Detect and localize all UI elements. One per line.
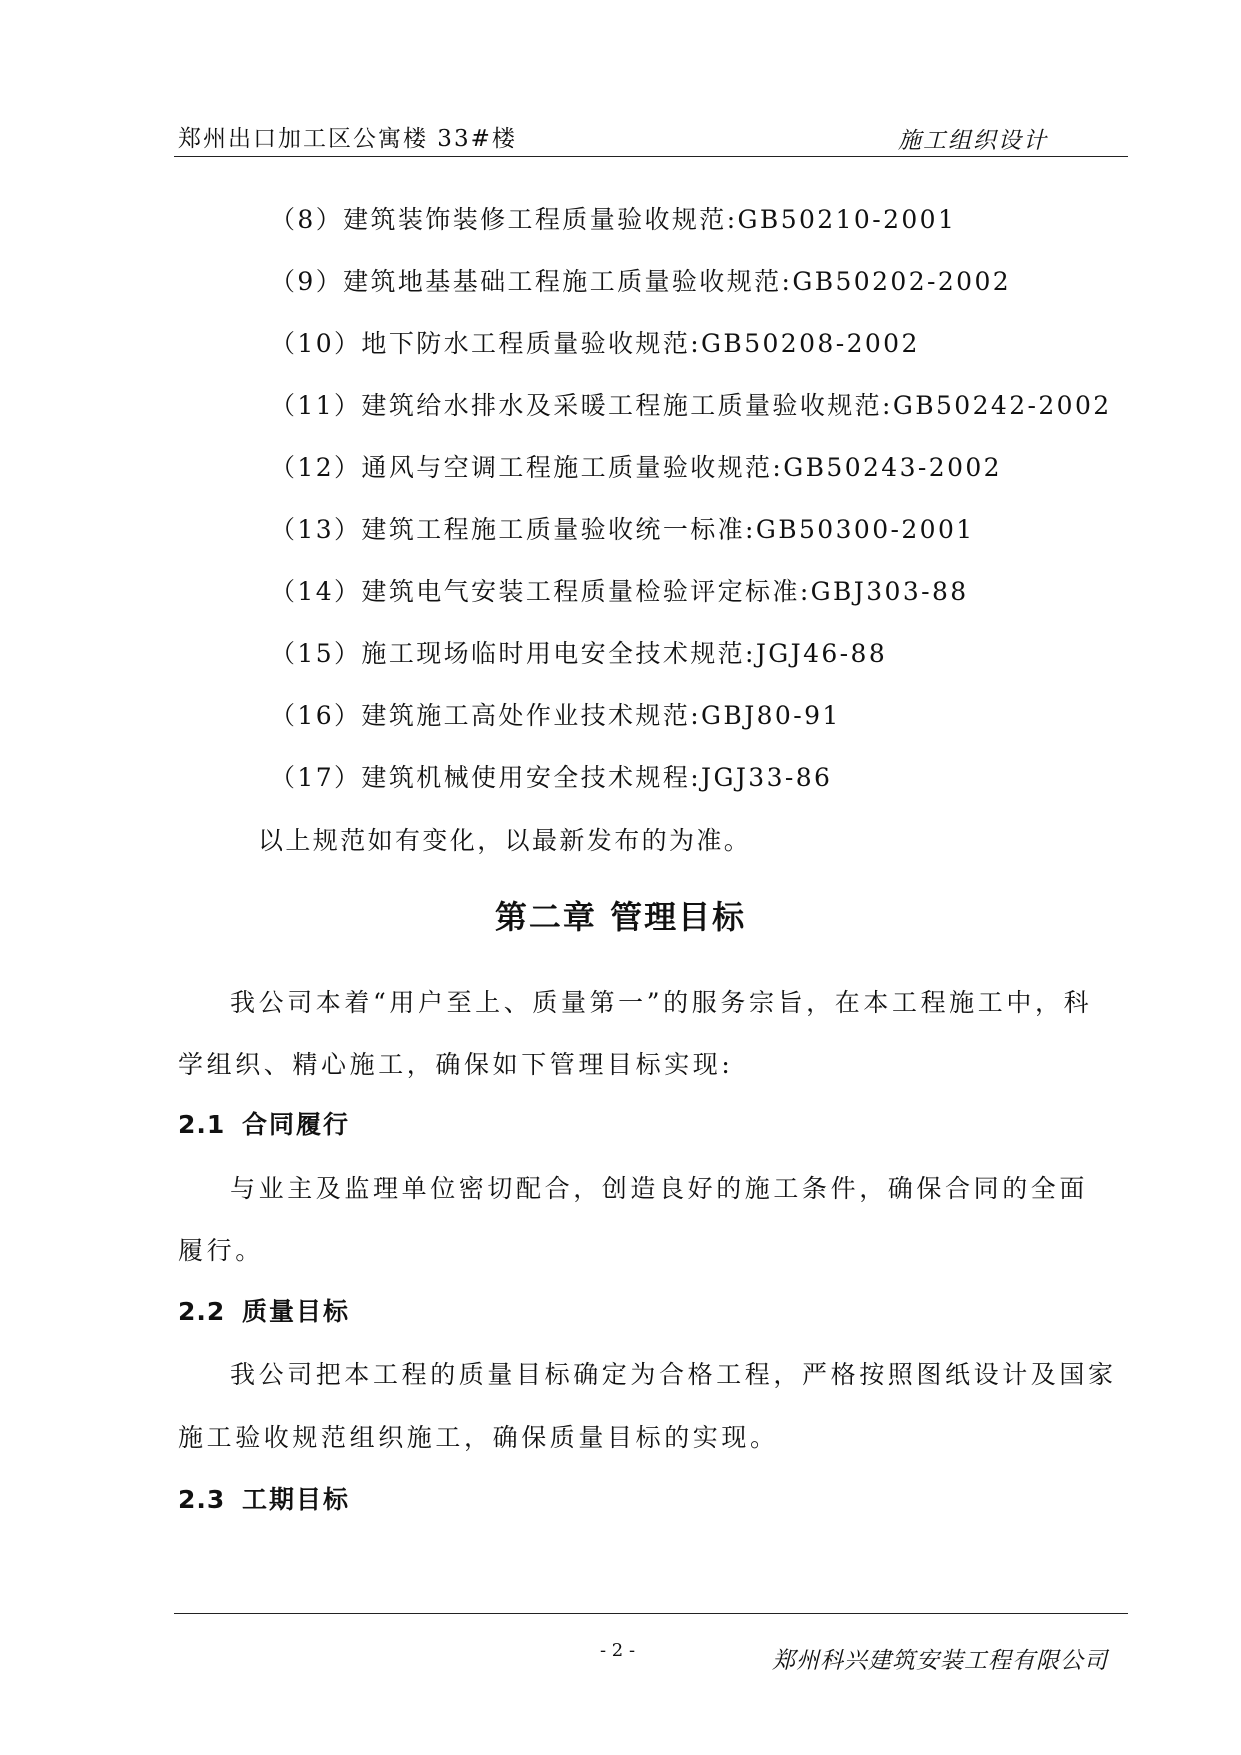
footer-company-name: 郑州科兴建筑安装工程有限公司 bbox=[772, 1648, 1108, 1674]
section-heading bbox=[178, 1105, 350, 1141]
standard-item bbox=[270, 758, 832, 794]
standard-name: 施工现场临时用电安全技术规范: bbox=[361, 639, 756, 668]
standard-code: GBJ303-88 bbox=[810, 577, 969, 606]
standard-code: GB50210-2001 bbox=[737, 205, 957, 234]
header-project-name: 郑州出口加工区公寓楼 33#楼 bbox=[178, 126, 517, 152]
standard-name: 建筑给水排水及采暖工程施工质量验收规范: bbox=[361, 391, 893, 420]
standards-note: 以上规范如有变化，以最新发布的为准。 bbox=[258, 826, 752, 855]
header-divider bbox=[174, 156, 1128, 157]
standard-code: GB50202-2002 bbox=[792, 267, 1012, 296]
standard-item bbox=[270, 262, 1011, 298]
standard-code: GB50208-2002 bbox=[701, 329, 920, 358]
standard-number: （10） bbox=[270, 329, 362, 358]
section-paragraph-line: 施工验收规范组织施工，确保质量目标的实现。 bbox=[178, 1423, 779, 1452]
section-paragraph-line: 我公司把本工程的质量目标确定为合格工程，严格按照图纸设计及国家 bbox=[230, 1360, 1117, 1389]
standard-code: GB50243-2002 bbox=[783, 453, 1002, 482]
section-number: 2.2 bbox=[178, 1297, 226, 1326]
intro-paragraph-line: 我公司本着“用户至上、质量第一”的服务宗旨，在本工程施工中，科 bbox=[230, 988, 1093, 1017]
standard-item bbox=[270, 510, 975, 546]
standard-code: GBJ80-91 bbox=[701, 701, 841, 730]
intro-paragraph-line: 学组织、精心施工，确保如下管理目标实现: bbox=[178, 1050, 734, 1079]
section-paragraph-line: 与业主及监理单位密切配合，创造良好的施工条件，确保合同的全面 bbox=[230, 1174, 1089, 1203]
standard-number: （14） bbox=[270, 577, 362, 606]
standard-name: 建筑机械使用安全技术规程: bbox=[361, 763, 702, 792]
standard-item bbox=[270, 572, 969, 608]
standard-name: 建筑电气安装工程质量检验评定标准: bbox=[361, 577, 811, 606]
standard-code: GB50242-2002 bbox=[892, 391, 1112, 420]
section-paragraph-line: 履行。 bbox=[178, 1236, 264, 1265]
standard-item bbox=[270, 634, 887, 670]
standard-name: 建筑装饰装修工程质量验收规范: bbox=[343, 205, 738, 234]
standard-name: 建筑施工高处作业技术规范: bbox=[361, 701, 702, 730]
footer-divider bbox=[174, 1613, 1128, 1614]
standard-item bbox=[270, 324, 920, 360]
chapter-title: 第二章 管理目标 bbox=[494, 898, 747, 936]
standard-item bbox=[270, 200, 956, 236]
standard-number: （17） bbox=[270, 763, 362, 792]
standard-code: JGJ46-88 bbox=[755, 639, 888, 668]
standard-code: GB50300-2001 bbox=[755, 515, 975, 544]
standard-name: 建筑工程施工质量验收统一标准: bbox=[361, 515, 756, 544]
section-heading bbox=[178, 1480, 350, 1516]
section-title: 质量目标 bbox=[242, 1297, 351, 1326]
standard-number: （8） bbox=[270, 205, 344, 234]
standard-item bbox=[270, 448, 1002, 484]
section-number: 2.1 bbox=[178, 1110, 226, 1139]
header-document-type: 施工组织设计 bbox=[898, 128, 1048, 154]
page-number: - 2 - bbox=[600, 1640, 636, 1661]
standard-number: （15） bbox=[270, 639, 362, 668]
standard-number: （11） bbox=[270, 391, 362, 420]
section-heading bbox=[178, 1292, 350, 1328]
section-number: 2.3 bbox=[178, 1485, 226, 1514]
section-title: 工期目标 bbox=[242, 1485, 351, 1514]
standard-item bbox=[270, 386, 1112, 422]
standard-name: 建筑地基基础工程施工质量验收规范: bbox=[343, 267, 793, 296]
standard-name: 通风与空调工程施工质量验收规范: bbox=[361, 453, 784, 482]
standard-number: （12） bbox=[270, 453, 362, 482]
standard-number: （13） bbox=[270, 515, 362, 544]
standard-number: （16） bbox=[270, 701, 362, 730]
standard-number: （9） bbox=[270, 267, 344, 296]
standard-name: 地下防水工程质量验收规范: bbox=[361, 329, 702, 358]
standard-item bbox=[270, 696, 841, 732]
standard-code: JGJ33-86 bbox=[701, 763, 833, 792]
section-title: 合同履行 bbox=[242, 1110, 351, 1139]
